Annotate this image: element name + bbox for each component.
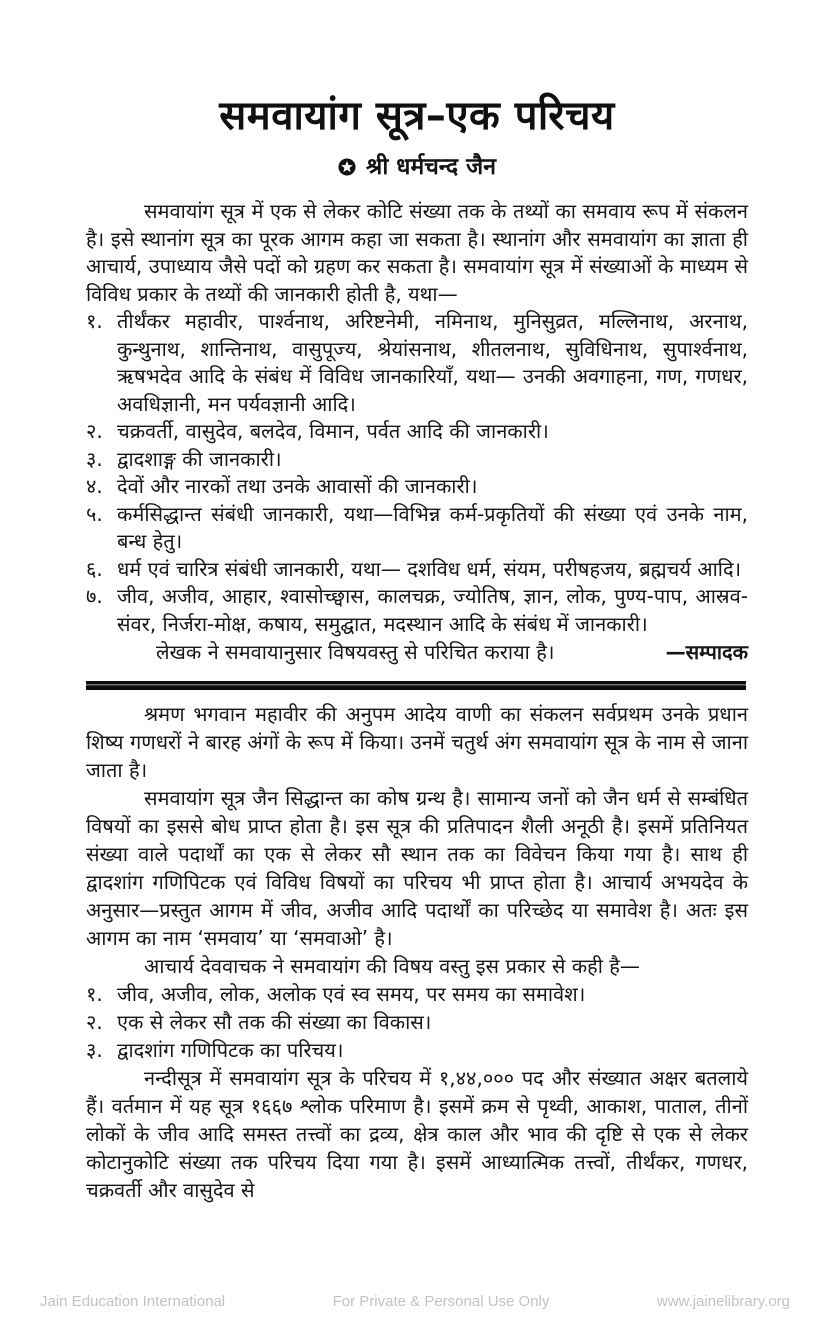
page-title: समवायांग सूत्र–एक परिचय	[219, 93, 615, 139]
list-item-text: देवों और नारकों तथा उनके आवासों की जानकारी।	[117, 474, 478, 498]
article-body	[86, 700, 748, 1204]
body-paragraph-4: नन्दीसूत्र में समवायांग सूत्र के परिचय में १,४४,००० पद और संख्यात अक्षर बतलाये हैं। वर्तमान में यह सूत्र १६६७ श्लोक परिमाण है। इसमें क्रम से पृथ्वी, आकाश, पाताल, तीनों लोकों के जीव आदि समस्त तत्त्वों का द्रव्य, क्षेत्र काल और भाव की दृष्टि से एक से लेकर कोटानुकोटि संख्या तक परिचय दिया गया है। इसमें आध्यात्मिक तत्त्वों, तीर्थंकर, गणधर, चक्रवर्ती और वासुदेव से	[86, 1065, 748, 1202]
list-item-number: १.	[86, 309, 103, 333]
footer-center-text: For Private & Personal Use Only	[332, 1293, 550, 1310]
topic-list	[86, 308, 748, 638]
body-paragraph-1: श्रमण भगवान महावीर की अनुपम आदेय वाणी का संकलन सर्वप्रथम उनके प्रधान शिष्य गणधरों ने बारह अंगों के रूप में किया। उनमें चतुर्थ अंग समवायांग सूत्र के नाम से जाना जाता है।	[86, 701, 748, 782]
list-item-text: द्वादशाङ्ग की जानकारी।	[117, 446, 282, 471]
list-item-number: ४.	[86, 474, 103, 498]
list-item	[86, 1036, 748, 1064]
list-item	[86, 980, 748, 1008]
list-item-number: २.	[86, 1009, 103, 1034]
editor-signature: —सम्पादक	[665, 640, 748, 664]
list-item-number: ३.	[86, 446, 103, 471]
list-item	[86, 308, 748, 418]
list-item-number: ३.	[86, 1037, 103, 1062]
footer-left-text: Jain Education International	[40, 1293, 226, 1310]
list-item-number: २.	[86, 419, 103, 443]
list-item	[86, 418, 748, 446]
list-item-text: चक्रवर्ती, वासुदेव, बलदेव, विमान, पर्वत आदि की जानकारी।	[117, 419, 549, 443]
list-item-text: कर्मसिद्धान्त संबंधी जानकारी, यथा—विभिन्न कर्म-प्रकृतियों की संख्या एवं उनके नाम, बन्ध हेतु।	[117, 501, 748, 553]
page-footer	[0, 1293, 828, 1310]
list-item	[86, 556, 748, 584]
list-item-number: १.	[86, 981, 103, 1006]
list-item	[86, 1008, 748, 1036]
list-item-number: ६.	[86, 556, 103, 581]
content-outline-list	[86, 980, 748, 1064]
author-byline	[86, 149, 748, 182]
editor-note-text: लेखक ने समवायानुसार विषयवस्तु से परिचित कराया है।	[156, 640, 555, 664]
body-paragraph-3: आचार्य देववाचक ने समवायांग की विषय वस्तु इस प्रकार से कही है—	[144, 953, 640, 978]
list-item	[86, 501, 748, 556]
list-item	[86, 473, 748, 501]
star-bullet-icon	[338, 156, 356, 182]
list-item-text: तीर्थंकर महावीर, पार्श्वनाथ, अरिष्टनेमी, नमिनाथ, मुनिसुव्रत, मल्लिनाथ, अरनाथ, कुन्थुनाथ, शान्तिनाथ, वासुपूज्य, श्रेयांसनाथ, शीतलनाथ, सुविधिनाथ, सुपार्श्वनाथ, ऋषभदेव आदि के संबंध में विविध जानकारियाँ, यथा— उनकी अवगाहना, गण, गणधर, अवधिज्ञानी, मन पर्यवज्ञानी आदि।	[117, 309, 748, 416]
list-item	[86, 583, 748, 638]
body-paragraph-2: समवायांग सूत्र जैन सिद्धान्त का कोष ग्रन्थ है। सामान्य जनों को जैन धर्म से सम्बंधित विषयों का इससे बोध प्राप्त होता है। इस सूत्र की प्रतिपादन शैली अनूठी है। इसमें प्रतिनियत संख्या वाले पदार्थों का एक से लेकर सौ स्थान तक का विवेचन किया गया है। साथ ही द्वादशांग गणिपिटक एवं विविध विषयों का परिचय भी प्राप्त होता है। आचार्य अभयदेव के अनुसार—प्रस्तुत आगम में जीव, अजीव आदि पदार्थों का परिच्छेद या समावेश है। अतः इस आगम का नाम ‘समवाय’ या ‘समवाओ’ है।	[86, 785, 748, 950]
list-item-number: ५.	[86, 501, 103, 526]
intro-paragraph: समवायांग सूत्र में एक से लेकर कोटि संख्या तक के तथ्यों का समवाय रूप में संकलन है। इसे स्थानांग सूत्र का पूरक आगम कहा जा सकता है। स्थानांग और समवायांग का ज्ञाता ही आचार्य, उपाध्याय जैसे पदों को ग्रहण कर सकता है। समवायांग सूत्र में संख्याओं के माध्यम से विविध प्रकार के तथ्यों की जानकारी होती है, यथा—	[86, 199, 748, 306]
author-name: श्री धर्मचन्द जैन	[366, 154, 496, 180]
list-item-number: ७.	[86, 584, 103, 608]
list-item	[86, 446, 748, 474]
list-item-text: जीव, अजीव, लोक, अलोक एवं स्व समय, पर समय का समावेश।	[117, 981, 586, 1006]
footer-right-link[interactable]: www.jainelibrary.org	[656, 1293, 790, 1310]
list-item-text: जीव, अजीव, आहार, श्वासोच्छ्वास, कालचक्र, ज्योतिष, ज्ञान, लोक, पुण्य-पाप, आस्रव-संवर, निर्जरा-मोक्ष, कषाय, समुद्घात, मदस्थान आदि के संबंध में जानकारी।	[117, 584, 748, 636]
list-item-text: द्वादशांग गणिपिटक का परिचय।	[117, 1037, 344, 1062]
section-divider	[86, 681, 746, 690]
list-item-text: एक से लेकर सौ तक की संख्या का विकास।	[117, 1009, 432, 1034]
editor-note-row	[86, 639, 748, 667]
list-item-text: धर्म एवं चारित्र संबंधी जानकारी, यथा— दशविध धर्म, संयम, परीषहजय, ब्रह्मचर्य आदि।	[117, 556, 742, 581]
